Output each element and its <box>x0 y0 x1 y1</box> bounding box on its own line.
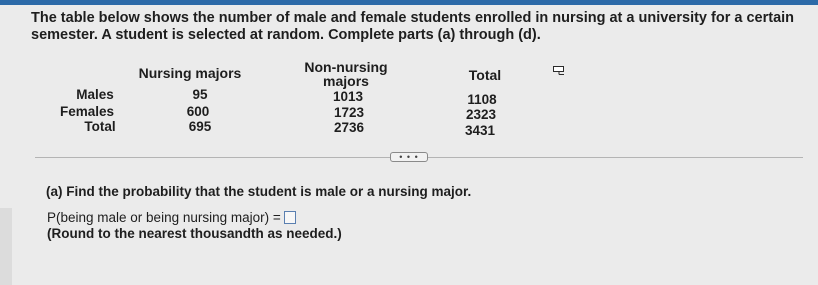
row-label-females: Females <box>59 104 115 119</box>
answer-row <box>47 210 296 225</box>
copy-table-icon[interactable] <box>553 66 565 75</box>
header-nursing: Nursing majors <box>138 65 242 81</box>
question-intro: The table below shows the number of male and female students enrolled in nursing at a university for a certain semester. A student is selected at random. Complete parts (a) through (d). <box>31 10 795 43</box>
header-total: Total <box>468 67 502 83</box>
rounding-note: (Round to the nearest thousandth as needed.) <box>47 226 342 241</box>
part-a-prompt: (a) Find the probability that the student is male or a nursing major. <box>46 184 472 199</box>
cell-males-total: 1108 <box>467 92 497 107</box>
cell-total-nursing: 695 <box>188 119 212 134</box>
cell-females-non-nursing: 1723 <box>333 105 365 120</box>
answer-input[interactable] <box>284 211 296 224</box>
cell-total-non-nursing: 2736 <box>333 120 365 135</box>
cell-males-non-nursing: 1013 <box>332 89 364 104</box>
cell-females-nursing: 600 <box>186 104 210 119</box>
row-label-total: Total <box>84 119 116 134</box>
cell-females-total: 2323 <box>465 107 497 122</box>
side-scroll-strip <box>0 208 12 285</box>
header-non-nursing-line1: Non-nursing <box>304 59 388 75</box>
header-non-nursing-line2: majors <box>323 73 369 89</box>
expand-button-label: • • • <box>399 152 419 162</box>
expand-button[interactable] <box>390 152 428 162</box>
cell-males-nursing: 95 <box>192 87 208 102</box>
top-accent-bar <box>0 0 818 5</box>
row-label-males: Males <box>76 87 114 102</box>
cell-total-total: 3431 <box>464 123 496 138</box>
answer-label: P(being male or being nursing major) = <box>47 210 281 225</box>
